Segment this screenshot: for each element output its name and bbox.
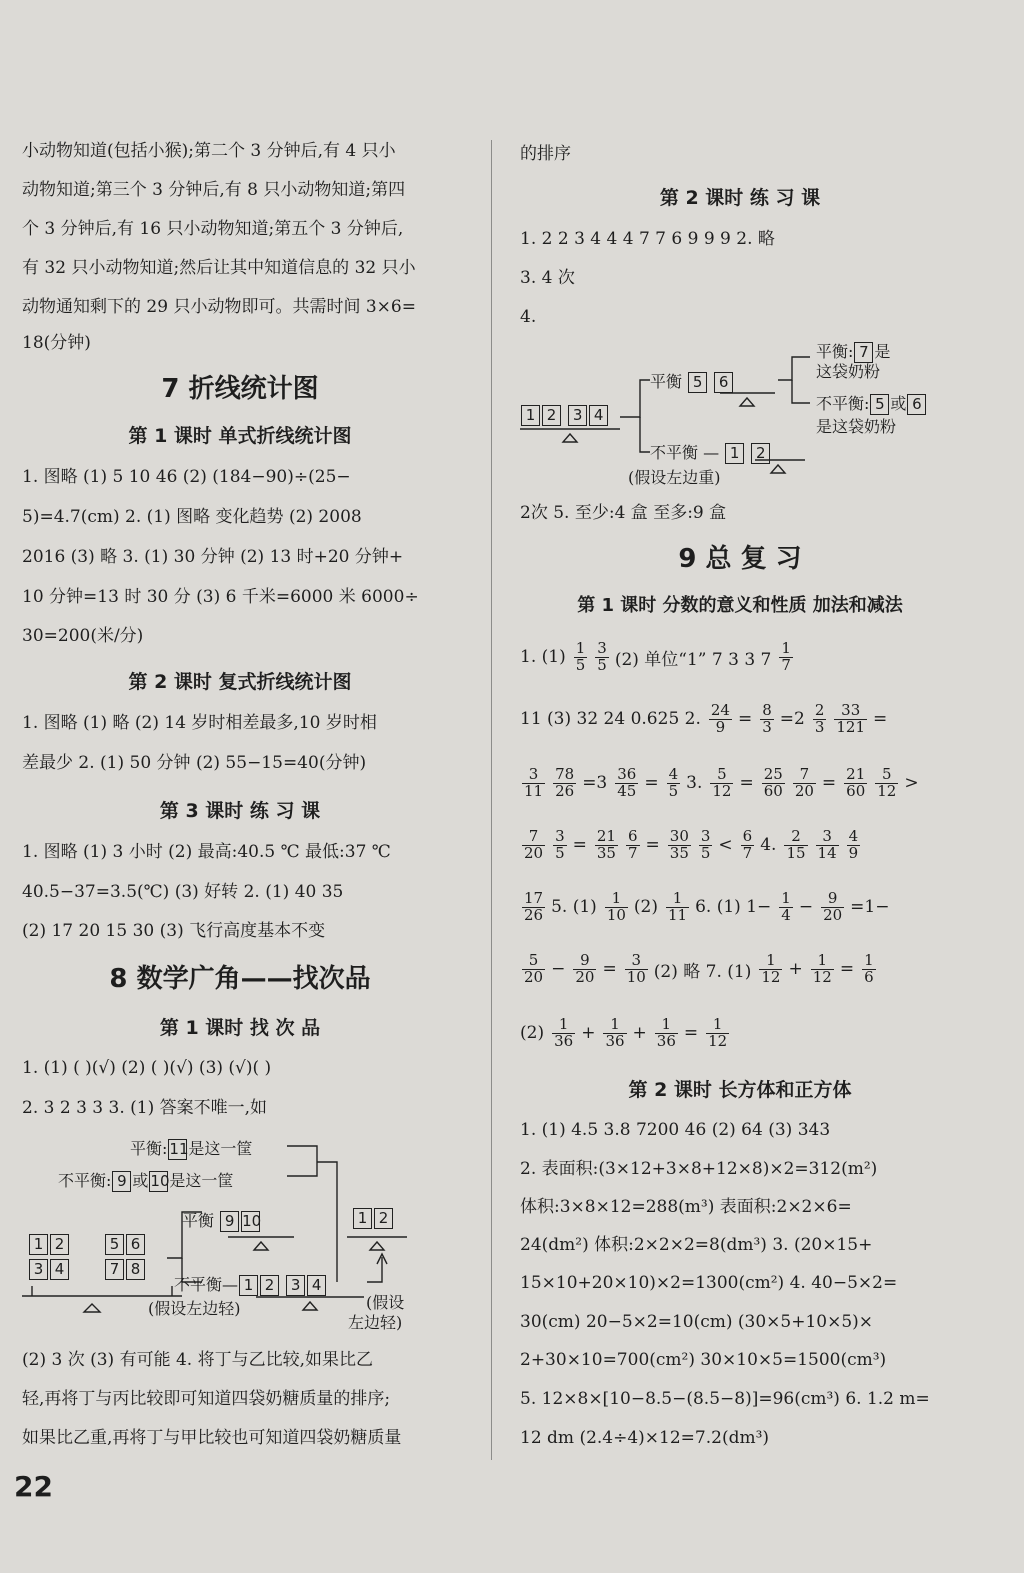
text: = bbox=[739, 773, 754, 793]
label-or: 或 bbox=[132, 1171, 149, 1190]
label-not-balance: 不平衡— bbox=[174, 1275, 239, 1294]
fraction-line bbox=[520, 760, 925, 806]
box-label: 2 bbox=[50, 1234, 69, 1255]
fraction: $\frac{5}{20}$ bbox=[524, 950, 544, 986]
label-not-balance: 不平衡: bbox=[816, 394, 870, 413]
fraction-line bbox=[520, 634, 799, 680]
text-line: 30=200(米/分) bbox=[22, 626, 144, 646]
text: = bbox=[644, 773, 659, 793]
fraction: $\frac{1}{12}$ bbox=[812, 950, 832, 986]
fraction: $\frac{7}{20}$ bbox=[794, 764, 814, 800]
text-line: 如果比乙重,再将丁与甲比较也可知道四袋奶糖质量 bbox=[22, 1428, 402, 1448]
text-line: 1. 图略 (1) 5 10 46 (2) (184−90)÷(25− bbox=[22, 467, 351, 487]
label-assume: (假设 bbox=[366, 1293, 405, 1312]
fraction: $\frac{3}{14}$ bbox=[817, 826, 837, 862]
text-line: 个 3 分钟后,有 16 只小动物知道;第五个 3 分钟后, bbox=[22, 219, 404, 239]
box-label: 9 bbox=[220, 1211, 239, 1232]
fraction: $\frac{17}{26}$ bbox=[524, 888, 544, 924]
text-line: 12 dm (2.4÷4)×12=7.2(dm³) bbox=[520, 1428, 770, 1448]
fraction: $\frac{25}{60}$ bbox=[763, 764, 783, 800]
fraction: $\frac{1}{36}$ bbox=[605, 1014, 625, 1050]
label-balance: 平衡 bbox=[650, 372, 683, 391]
box-label: 3 bbox=[568, 405, 587, 426]
box-label: 6 bbox=[126, 1234, 145, 1255]
box-label: 7 bbox=[854, 342, 873, 363]
text: 11 (3) 32 24 0.625 2. bbox=[520, 709, 701, 729]
label-assume: (假设左边轻) bbox=[148, 1299, 241, 1318]
fraction: $\frac{2}{3}$ bbox=[814, 700, 825, 736]
box-label: 6 bbox=[714, 372, 733, 393]
text-line: 1. 2 2 3 4 4 4 7 7 6 9 9 9 2. 略 bbox=[520, 229, 775, 249]
chapter-title: 7 折线统计图 bbox=[161, 374, 319, 404]
fraction: $\frac{30}{35}$ bbox=[669, 826, 689, 862]
fraction: $\frac{3}{5}$ bbox=[555, 826, 565, 862]
fraction: $\frac{78}{26}$ bbox=[555, 764, 575, 800]
text: 1. (1) bbox=[520, 647, 566, 667]
fraction-line bbox=[520, 946, 882, 992]
fraction-line bbox=[520, 884, 895, 930]
text: = bbox=[572, 835, 587, 855]
label-assume: (假设左边重) bbox=[628, 468, 721, 487]
fraction: $\frac{6}{7}$ bbox=[742, 826, 753, 862]
box-label: 7 bbox=[105, 1259, 124, 1280]
text: > bbox=[904, 773, 919, 793]
text-line: 10 分钟=13 时 30 分 (3) 6 千米=6000 米 6000÷ bbox=[22, 587, 419, 607]
balance-diagram-1 bbox=[22, 1132, 458, 1337]
text-line: 1. (1) ( )(√) (2) ( )(√) (3) (√)( ) bbox=[22, 1058, 272, 1078]
label-is-this: 是这一筐 bbox=[169, 1171, 234, 1190]
text-line: 动物知道;第三个 3 分钟后,有 8 只小动物知道;第四 bbox=[22, 180, 406, 200]
box-label: 2 bbox=[751, 443, 770, 464]
fraction: $\frac{24}{9}$ bbox=[710, 700, 730, 736]
box-label: 4 bbox=[307, 1275, 326, 1296]
fraction: $\frac{9}{20}$ bbox=[823, 888, 843, 924]
text: + bbox=[581, 1023, 596, 1043]
text-line: 1. 图略 (1) 3 小时 (2) 最高:40.5 ℃ 最低:37 ℃ bbox=[22, 842, 391, 862]
box-label: 1 bbox=[353, 1208, 372, 1229]
text-line: 30(cm) 20−5×2=10(cm) (30×5+10×5)× bbox=[520, 1312, 874, 1332]
text-line: 3. 4 次 bbox=[520, 268, 575, 288]
text-line: (2) 3 次 (3) 有可能 4. 将丁与乙比较,如果比乙 bbox=[22, 1350, 374, 1370]
box-label: 8 bbox=[126, 1259, 145, 1280]
text-line: 有 32 只小动物知道;然后让其中知道信息的 32 只小 bbox=[22, 258, 416, 278]
text: =3 bbox=[582, 773, 608, 793]
fraction: $\frac{33}{121}$ bbox=[836, 700, 866, 736]
text-line: 2次 5. 至少:4 盒 至多:9 盒 bbox=[520, 503, 727, 523]
fraction: $\frac{21}{35}$ bbox=[596, 826, 616, 862]
text-line: 2016 (3) 略 3. (1) 30 分钟 (2) 13 时+20 分钟+ bbox=[22, 547, 404, 567]
fraction: $\frac{21}{60}$ bbox=[846, 764, 866, 800]
fraction: $\frac{3}{11}$ bbox=[524, 764, 544, 800]
lesson-title: 第 2 课时 复式折线统计图 bbox=[128, 671, 352, 693]
label-balance: 平衡: bbox=[816, 342, 854, 361]
box-label: 2 bbox=[542, 405, 561, 426]
column-divider bbox=[491, 140, 492, 1460]
fraction: $\frac{36}{45}$ bbox=[617, 764, 637, 800]
fraction: $\frac{5}{12}$ bbox=[712, 764, 732, 800]
text: = bbox=[602, 959, 617, 979]
text: = bbox=[873, 709, 888, 729]
fraction: $\frac{1}{4}$ bbox=[781, 888, 791, 924]
text: − bbox=[551, 959, 566, 979]
box-label: 1 bbox=[239, 1275, 258, 1296]
balance-diagram-2 bbox=[520, 335, 960, 493]
text-line: 5)=4.7(cm) 2. (1) 图略 变化趋势 (2) 2008 bbox=[22, 507, 362, 527]
text: + bbox=[788, 959, 803, 979]
box-label: 3 bbox=[29, 1259, 48, 1280]
text: 3. bbox=[686, 773, 703, 793]
text-line: 24(dm²) 体积:2×2×2=8(dm³) 3. (20×15+ bbox=[520, 1235, 873, 1255]
fraction: $\frac{1}{5}$ bbox=[575, 638, 586, 674]
label-or: 或 bbox=[890, 394, 907, 413]
text: =1− bbox=[850, 897, 890, 917]
lesson-title: 第 2 课时 练 习 课 bbox=[659, 187, 821, 209]
chapter-title: 9 总 复 习 bbox=[678, 544, 802, 574]
text: = bbox=[645, 835, 660, 855]
text-line: 15×10+20×10)×2=1300(cm²) 4. 40−5×2= bbox=[520, 1273, 898, 1293]
text: 5. (1) bbox=[551, 897, 597, 917]
fraction: $\frac{4}{5}$ bbox=[668, 764, 679, 800]
text: (2) 略 7. (1) bbox=[653, 961, 752, 982]
fraction: $\frac{2}{15}$ bbox=[786, 826, 806, 862]
text-line: 2. 表面积:(3×12+3×8+12×8)×2=312(m²) bbox=[520, 1159, 878, 1179]
text-line: 2. 3 2 3 3 3. (1) 答案不唯一,如 bbox=[22, 1098, 268, 1118]
text: = bbox=[683, 1023, 699, 1043]
fraction: $\frac{6}{7}$ bbox=[627, 826, 638, 862]
fraction: $\frac{1}{36}$ bbox=[656, 1014, 676, 1050]
text: − bbox=[798, 897, 814, 917]
box-label: 10 bbox=[150, 1172, 170, 1190]
label-is: 是 bbox=[874, 342, 891, 361]
label-is-this-bag: 是这袋奶粉 bbox=[816, 417, 897, 436]
text-line: 体积:3×8×12=288(m³) 表面积:2×2×6= bbox=[520, 1197, 852, 1217]
text-line: 小动物知道(包括小猴);第二个 3 分钟后,有 4 只小 bbox=[22, 141, 396, 161]
box-label: 4 bbox=[589, 405, 608, 426]
fraction: $\frac{1}{10}$ bbox=[606, 888, 626, 924]
lesson-title: 第 2 课时 长方体和正方体 bbox=[628, 1079, 852, 1101]
text-line: 1. (1) 4.5 3.8 7200 46 (2) 64 (3) 343 bbox=[520, 1120, 831, 1140]
fraction-line bbox=[520, 696, 893, 742]
fraction-line bbox=[520, 1010, 735, 1056]
text-line: 差最少 2. (1) 50 分钟 (2) 55−15=40(分钟) bbox=[22, 753, 367, 773]
text: = bbox=[839, 959, 855, 979]
fraction: $\frac{9}{20}$ bbox=[575, 950, 595, 986]
text-line: (2) 17 20 15 30 (3) 飞行高度基本不变 bbox=[22, 921, 326, 941]
lesson-title: 第 1 课时 找 次 品 bbox=[159, 1017, 321, 1039]
fraction: $\frac{1}{11}$ bbox=[668, 888, 688, 924]
fraction: $\frac{4}{9}$ bbox=[848, 826, 859, 862]
text: = bbox=[821, 773, 837, 793]
fraction: $\frac{8}{3}$ bbox=[762, 700, 772, 736]
fraction: $\frac{1}{12}$ bbox=[761, 950, 781, 986]
fraction: $\frac{3}{10}$ bbox=[626, 950, 646, 986]
text-line: 1. 图略 (1) 略 (2) 14 岁时相差最多,10 岁时相 bbox=[22, 713, 377, 733]
lesson-title: 第 1 课时 单式折线统计图 bbox=[128, 425, 352, 447]
fraction-line bbox=[520, 822, 866, 868]
fraction: $\frac{1}{7}$ bbox=[781, 638, 791, 674]
label-is-this: 是这一筐 bbox=[188, 1139, 253, 1158]
box-label: 5 bbox=[870, 394, 889, 415]
box-label: 10 bbox=[242, 1212, 262, 1230]
text: (2) bbox=[520, 1023, 545, 1043]
text: 6. (1) 1− bbox=[695, 897, 772, 917]
text-line: 4. bbox=[520, 307, 537, 327]
box-label: 6 bbox=[907, 394, 926, 415]
fraction: $\frac{5}{12}$ bbox=[877, 764, 897, 800]
fraction: $\frac{7}{20}$ bbox=[524, 826, 544, 862]
box-label: 1 bbox=[725, 443, 744, 464]
label-balance: 平衡 bbox=[182, 1211, 215, 1230]
fraction: $\frac{1}{36}$ bbox=[554, 1014, 574, 1050]
chapter-title: 8 数学广角——找次品 bbox=[109, 964, 371, 994]
label-not-balance: 不平衡 — bbox=[650, 443, 720, 462]
text: + bbox=[632, 1023, 647, 1043]
box-label: 3 bbox=[286, 1275, 305, 1296]
label-not-balance: 不平衡: bbox=[58, 1171, 112, 1190]
text-line: 18(分钟) bbox=[22, 333, 91, 353]
box-label: 2 bbox=[260, 1275, 279, 1296]
text-line: 轻,再将丁与丙比较即可知道四袋奶糖质量的排序; bbox=[22, 1389, 391, 1409]
text: < bbox=[718, 835, 733, 855]
fraction: $\frac{1}{12}$ bbox=[708, 1014, 728, 1050]
text-line: 2+30×10=700(cm²) 30×10×5=1500(cm³) bbox=[520, 1350, 887, 1370]
box-label: 9 bbox=[112, 1171, 131, 1192]
box-label: 4 bbox=[50, 1259, 69, 1280]
text: (2) 单位“1” 7 3 3 7 bbox=[614, 649, 772, 670]
box-label: 1 bbox=[521, 405, 540, 426]
text-line: 40.5−37=3.5(℃) (3) 好转 2. (1) 40 35 bbox=[22, 882, 344, 902]
fraction: $\frac{1}{6}$ bbox=[864, 950, 874, 986]
lesson-title: 第 3 课时 练 习 课 bbox=[159, 800, 321, 822]
box-label: 5 bbox=[688, 372, 707, 393]
box-label: 11 bbox=[169, 1140, 189, 1158]
box-label: 2 bbox=[374, 1208, 393, 1229]
lesson-title: 第 1 课时 分数的意义和性质 加法和减法 bbox=[577, 595, 903, 616]
text-line: 5. 12×8×[10−8.5−(8.5−8)]=96(cm³) 6. 1.2 m= bbox=[520, 1389, 930, 1409]
page-number: 22 bbox=[14, 1470, 53, 1503]
text-line: 的排序 bbox=[520, 144, 571, 164]
box-label: 5 bbox=[105, 1234, 124, 1255]
fraction: $\frac{3}{5}$ bbox=[597, 638, 607, 674]
label-balance: 平衡: bbox=[130, 1139, 168, 1158]
label-this-bag: 这袋奶粉 bbox=[816, 362, 881, 381]
box-label: 1 bbox=[29, 1234, 48, 1255]
text: =2 bbox=[779, 709, 805, 729]
text-line: 动物通知剩下的 29 只小动物即可。共需时间 3×6= bbox=[22, 297, 416, 317]
label-assume: 左边轻) bbox=[348, 1313, 403, 1332]
text: = bbox=[737, 709, 753, 729]
text: 4. bbox=[760, 835, 777, 855]
fraction: $\frac{3}{5}$ bbox=[700, 826, 711, 862]
text: (2) bbox=[633, 897, 658, 917]
